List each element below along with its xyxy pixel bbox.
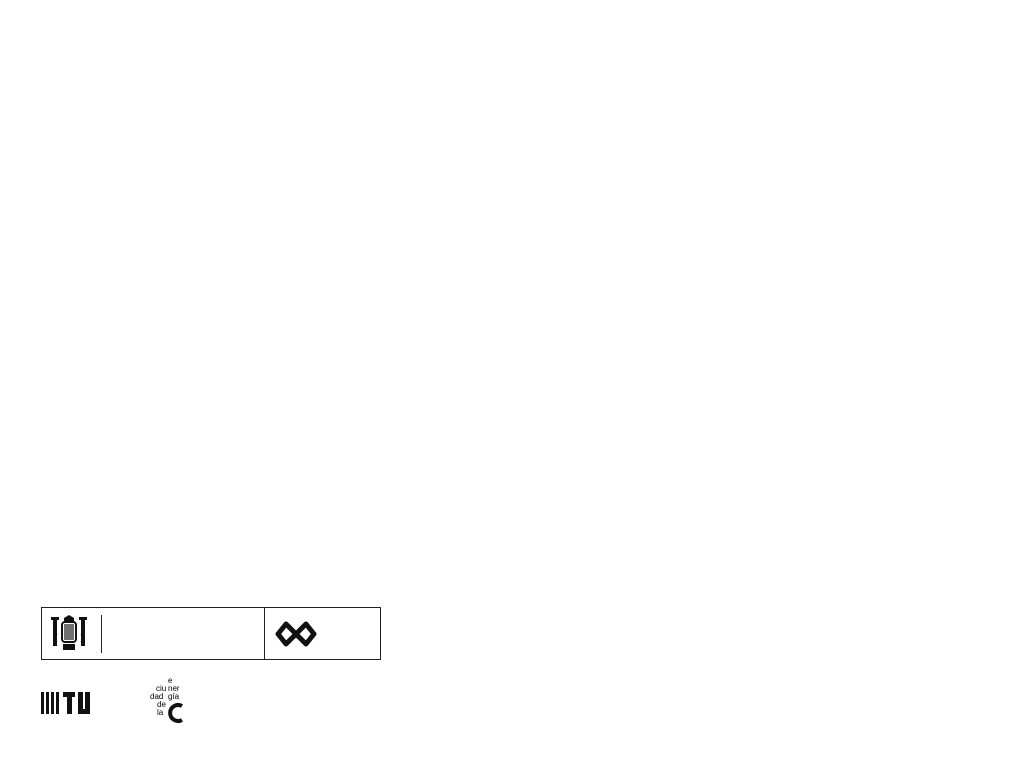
svg-text:de: de xyxy=(157,700,166,709)
gobierno-logo xyxy=(41,607,265,660)
svg-text:ner: ner xyxy=(168,684,180,693)
idae-logo xyxy=(264,607,381,660)
idae-mark-icon xyxy=(274,620,318,648)
svg-text:ciu: ciu xyxy=(156,684,167,693)
svg-text:e: e xyxy=(168,676,173,685)
ciuden-logo xyxy=(146,676,190,728)
itj-mark-icon xyxy=(41,690,95,716)
logo-divider xyxy=(101,615,102,653)
itj-logo xyxy=(41,690,98,716)
svg-text:la: la xyxy=(157,708,164,717)
ciuden-mark-icon xyxy=(146,676,190,724)
svg-text:dad: dad xyxy=(150,692,164,701)
invitation-text xyxy=(41,130,381,249)
coat-of-arms-icon xyxy=(48,614,90,654)
svg-text:gía: gía xyxy=(168,692,180,701)
